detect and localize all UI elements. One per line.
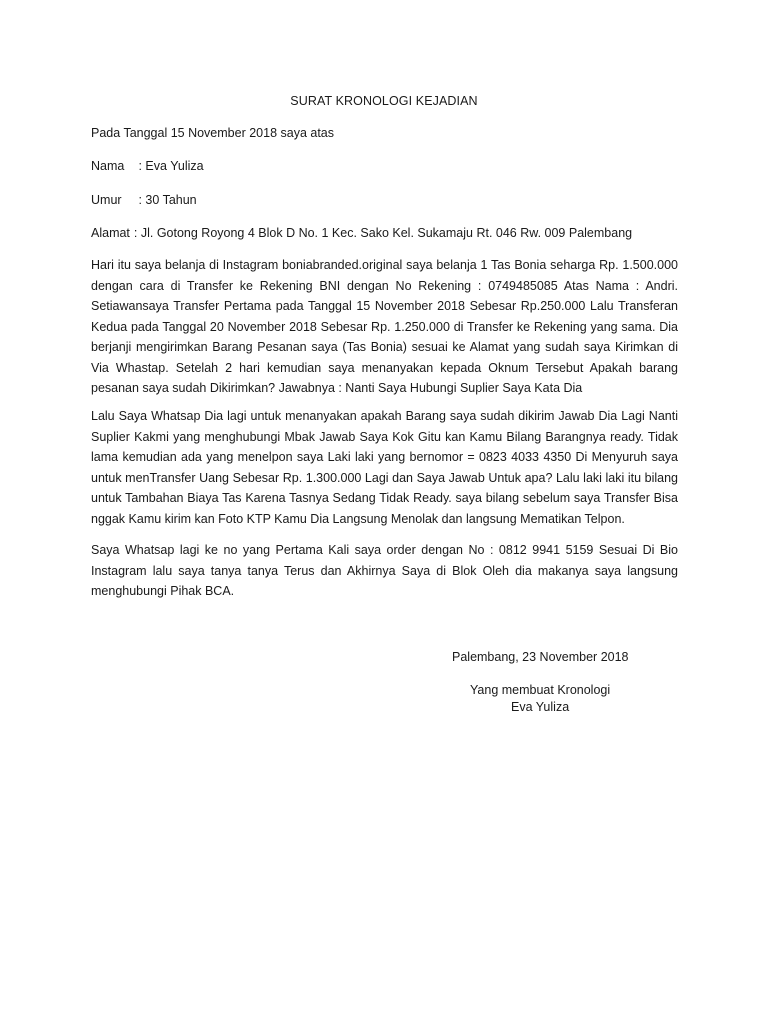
intro-line: Pada Tanggal 15 November 2018 saya atas: [91, 126, 334, 140]
nama-label: Nama: [91, 159, 125, 173]
signature-maker-name: Eva Yuliza: [511, 700, 570, 714]
alamat-field: [91, 226, 632, 240]
paragraph-2: Lalu Saya Whatsap Dia lagi untuk menanyakan apakah Barang saya sudah dikirim Jawab Dia Lagi Nanti Suplier Kakmi yang menghubungi Mbak Jawab Saya Kok Gitu kan Kamu Bilang Barangnya ready. Tidak lama kemudian ada yang menelpon saya Laki laki yang bernomor = 0823 4033 4350 Di Menyuruh saya untuk menTransfer Uang Sebesar Rp. 1.300.000 Lagi dan Saya Jawab Untuk apa? Lalu laki laki itu bilang untuk Tambahan Biaya Tas Karena Tasnya Sedang Tidak Ready. saya bilang sebelum saya Transfer Bisa nggak Kamu kirim kan Foto KTP Kamu Dia Langsung Menolak dan langsung Mematikan Telpon.: [91, 409, 678, 526]
paragraph-1: Hari itu saya belanja di Instagram boniabranded.original saya belanja 1 Tas Bonia seharga Rp. 1.500.000 dengan cara di Transfer ke Rekening BNI dengan No Rekening : 0749485085 Atas Nama : Andri. Setiawansaya Transfer Pertama pada Tanggal 15 November 2018 Sebesar Rp.250.000 Lalu Transferan Kedua pada Tanggal 20 November 2018 Sebesar Rp. 1.250.000 di Transfer ke Rekening yang sama. Dia berjanji mengirimkan Barang Pesanan saya (Tas Bonia) sesuai ke Alamat yang sudah saya Kirimkan di Via Whastap. Setelah 2 hari kemudian saya menanyakan kepada Oknum Tersebut Apakah barang pesanan saya sudah Dikirimkan? Jawabnya : Nanti Saya Hubungi Suplier Saya Kata Dia: [91, 258, 678, 395]
umur-field: [91, 193, 197, 207]
document-title: SURAT KRONOLOGI KEJADIAN: [290, 94, 478, 108]
signature-maker-label: Yang membuat Kronologi: [470, 683, 611, 697]
nama-value: : Eva Yuliza: [138, 159, 204, 173]
alamat-label: Alamat: [91, 226, 130, 240]
umur-label: Umur: [91, 193, 122, 207]
alamat-value: : Jl. Gotong Royong 4 Blok D No. 1 Kec. Sako Kel. Sukamaju Rt. 046 Rw. 009 Palembang: [133, 226, 633, 240]
nama-field: [91, 159, 204, 173]
signature-place-date: Palembang, 23 November 2018: [452, 650, 629, 664]
umur-value: : 30 Tahun: [138, 193, 197, 207]
paragraph-3: Saya Whatsap lagi ke no yang Pertama Kali saya order dengan No : 0812 9941 5159 Sesuai Di Bio Instagram lalu saya tanya tanya Terus dan Akhirnya Saya di Blok Oleh dia makanya saya langsung menghubungi Pihak BCA.: [91, 543, 678, 598]
